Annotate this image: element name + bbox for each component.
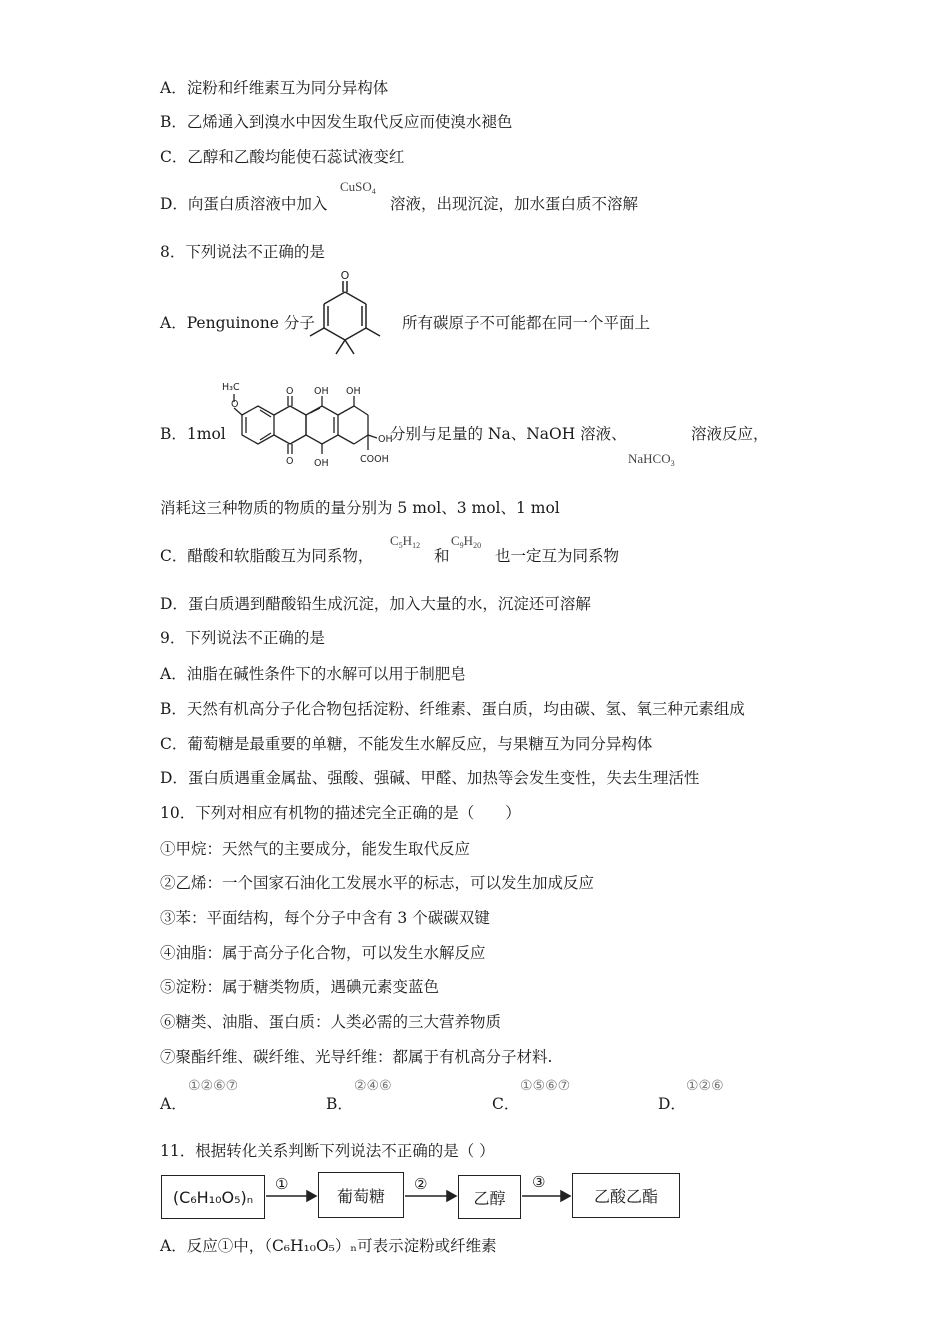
flow-step-3: ③ <box>532 1173 546 1191</box>
flow-box-ethyl-acetate: 乙酸乙酯 <box>572 1173 680 1218</box>
q10-item-7: ⑦聚酯纤维、碳纤维、光导纤维：都属于有机高分子材料. <box>160 1048 553 1066</box>
q11-stem: 11．根据转化关系判断下列说法不正确的是（ ） <box>160 1142 495 1160</box>
q9-option-b: B．天然有机高分子化合物包括淀粉、纤维素、蛋白质，均由碳、氢、氧三种元素组成 <box>160 700 745 718</box>
q8-stem: 8．下列说法不正确的是 <box>160 243 325 261</box>
c9h20-sub-h: 20 <box>473 541 482 550</box>
c9h20-sub-c: 9 <box>459 541 464 550</box>
arrow-1-head <box>307 1191 316 1201</box>
q8-option-b-continued: 消耗这三种物质的物质的量分别为 5 mol、3 mol、1 mol <box>160 499 560 517</box>
q7-option-d-prefix: D．向蛋白质溶液中加入 <box>160 195 328 213</box>
flow-box-polysaccharide: (C₆H₁₀O₅)ₙ <box>161 1175 265 1219</box>
oh-label-4: OH <box>314 458 329 469</box>
q8-option-b-mid: 分别与足量的 Na、NaOH 溶液、 <box>390 425 627 443</box>
q10-item-5: ⑤淀粉：属于糖类物质，遇碘元素变蓝色 <box>160 978 440 996</box>
quinone-o-bottom-label: O <box>286 456 294 467</box>
c9h20-c: C <box>451 533 460 548</box>
q7-option-a: A．淀粉和纤维素互为同分异构体 <box>160 79 389 97</box>
q10-option-b-label: B． <box>326 1095 353 1113</box>
q10-option-d-value: ①②⑥ <box>686 1078 724 1094</box>
flow-box-glucose: 葡萄糖 <box>318 1172 404 1218</box>
q7-option-c: C．乙醇和乙酸均能使石蕊试液变红 <box>160 148 405 166</box>
q10-item-4: ④油脂：属于高分子化合物，可以发生水解反应 <box>160 944 486 962</box>
quinone-o-top-label: O <box>286 386 294 397</box>
q10-option-c-label: C． <box>492 1095 520 1113</box>
q8-option-c-and: 和 <box>434 547 450 565</box>
q11-option-a: A．反应①中，（C₆H₁₀O₅）ₙ可表示淀粉或纤维素 <box>160 1237 497 1255</box>
cuso4-sub: 4 <box>371 187 376 196</box>
nahco3-sub: 3 <box>670 459 675 468</box>
h3co-label: H₃C <box>222 382 240 393</box>
q10-option-c-value: ①⑤⑥⑦ <box>520 1078 571 1094</box>
flow-box-ethanol: 乙醇 <box>458 1175 521 1219</box>
c9h20-h: H <box>463 533 474 548</box>
q8-option-c-suffix: 也一定互为同系物 <box>495 547 620 565</box>
arrow-3-head <box>561 1191 570 1201</box>
q7-option-b: B．乙烯通入到溴水中因发生取代反应而使溴水褪色 <box>160 113 513 131</box>
q9-option-a: A．油脂在碱性条件下的水解可以用于制肥皂 <box>160 665 466 683</box>
cuso4-text: CuSO <box>340 179 372 194</box>
oh-label-1: OH <box>314 386 329 397</box>
q10-option-a-value: ①②⑥⑦ <box>188 1078 239 1094</box>
q8-option-d: D．蛋白质遇到醋酸铅生成沉淀，加入大量的水，沉淀还可溶解 <box>160 595 591 613</box>
flow-step-2: ② <box>414 1175 428 1193</box>
q8-option-c-prefix: C．醋酸和软脂酸互为同系物， <box>160 547 374 565</box>
q10-item-3: ③苯：平面结构，每个分子中含有 3 个碳碳双键 <box>160 909 490 927</box>
oh-label-3: OH <box>378 434 393 445</box>
q8-option-a-suffix: 所有碳原子不可能都在同一个平面上 <box>402 314 651 332</box>
q9-stem: 9．下列说法不正确的是 <box>160 629 325 647</box>
nahco3-text: NaHCO <box>628 451 671 466</box>
q10-stem: 10．下列对相应有机物的描述完全正确的是（ ） <box>160 804 521 822</box>
c5h12-h: H <box>402 533 413 548</box>
q10-item-1: ①甲烷：天然气的主要成分，能发生取代反应 <box>160 840 471 858</box>
c5h12-sub-c: 5 <box>398 541 403 550</box>
q8-option-b-end: 溶液反应， <box>691 425 769 443</box>
q10-item-2: ②乙烯：一个国家石油化工发展水平的标志，可以发生加成反应 <box>160 874 595 892</box>
q10-option-d-label: D． <box>658 1095 686 1113</box>
flow-step-1: ① <box>275 1175 289 1193</box>
c5h12-c: C <box>390 533 399 548</box>
q10-item-6: ⑥糖类、油脂、蛋白质：人类必需的三大营养物质 <box>160 1013 502 1031</box>
c5h12-sub-h: 12 <box>412 541 421 550</box>
penguinone-o-label: O <box>340 269 350 282</box>
q9-option-d: D．蛋白质遇重金属盐、强酸、强碱、甲醛、加热等会发生变性，失去生理活性 <box>160 769 700 787</box>
q10-option-a-label: A． <box>160 1095 187 1113</box>
q8-option-b-prefix: B．1mol <box>160 425 226 443</box>
q8-option-a-prefix: A．Penguinone 分子 <box>160 314 315 332</box>
q10-option-b-value: ②④⑥ <box>354 1078 392 1094</box>
q9-option-c: C．葡萄糖是最重要的单糖，不能发生水解反应，与果糖互为同分异构体 <box>160 735 653 753</box>
q7-option-d-suffix: 溶液，出现沉淀，加水蛋白质不溶解 <box>390 195 639 213</box>
oh-label-2: OH <box>346 386 361 397</box>
arrow-2-head <box>447 1191 456 1201</box>
cooh-label: COOH <box>360 454 389 465</box>
methoxy-o-label: O <box>231 399 239 410</box>
